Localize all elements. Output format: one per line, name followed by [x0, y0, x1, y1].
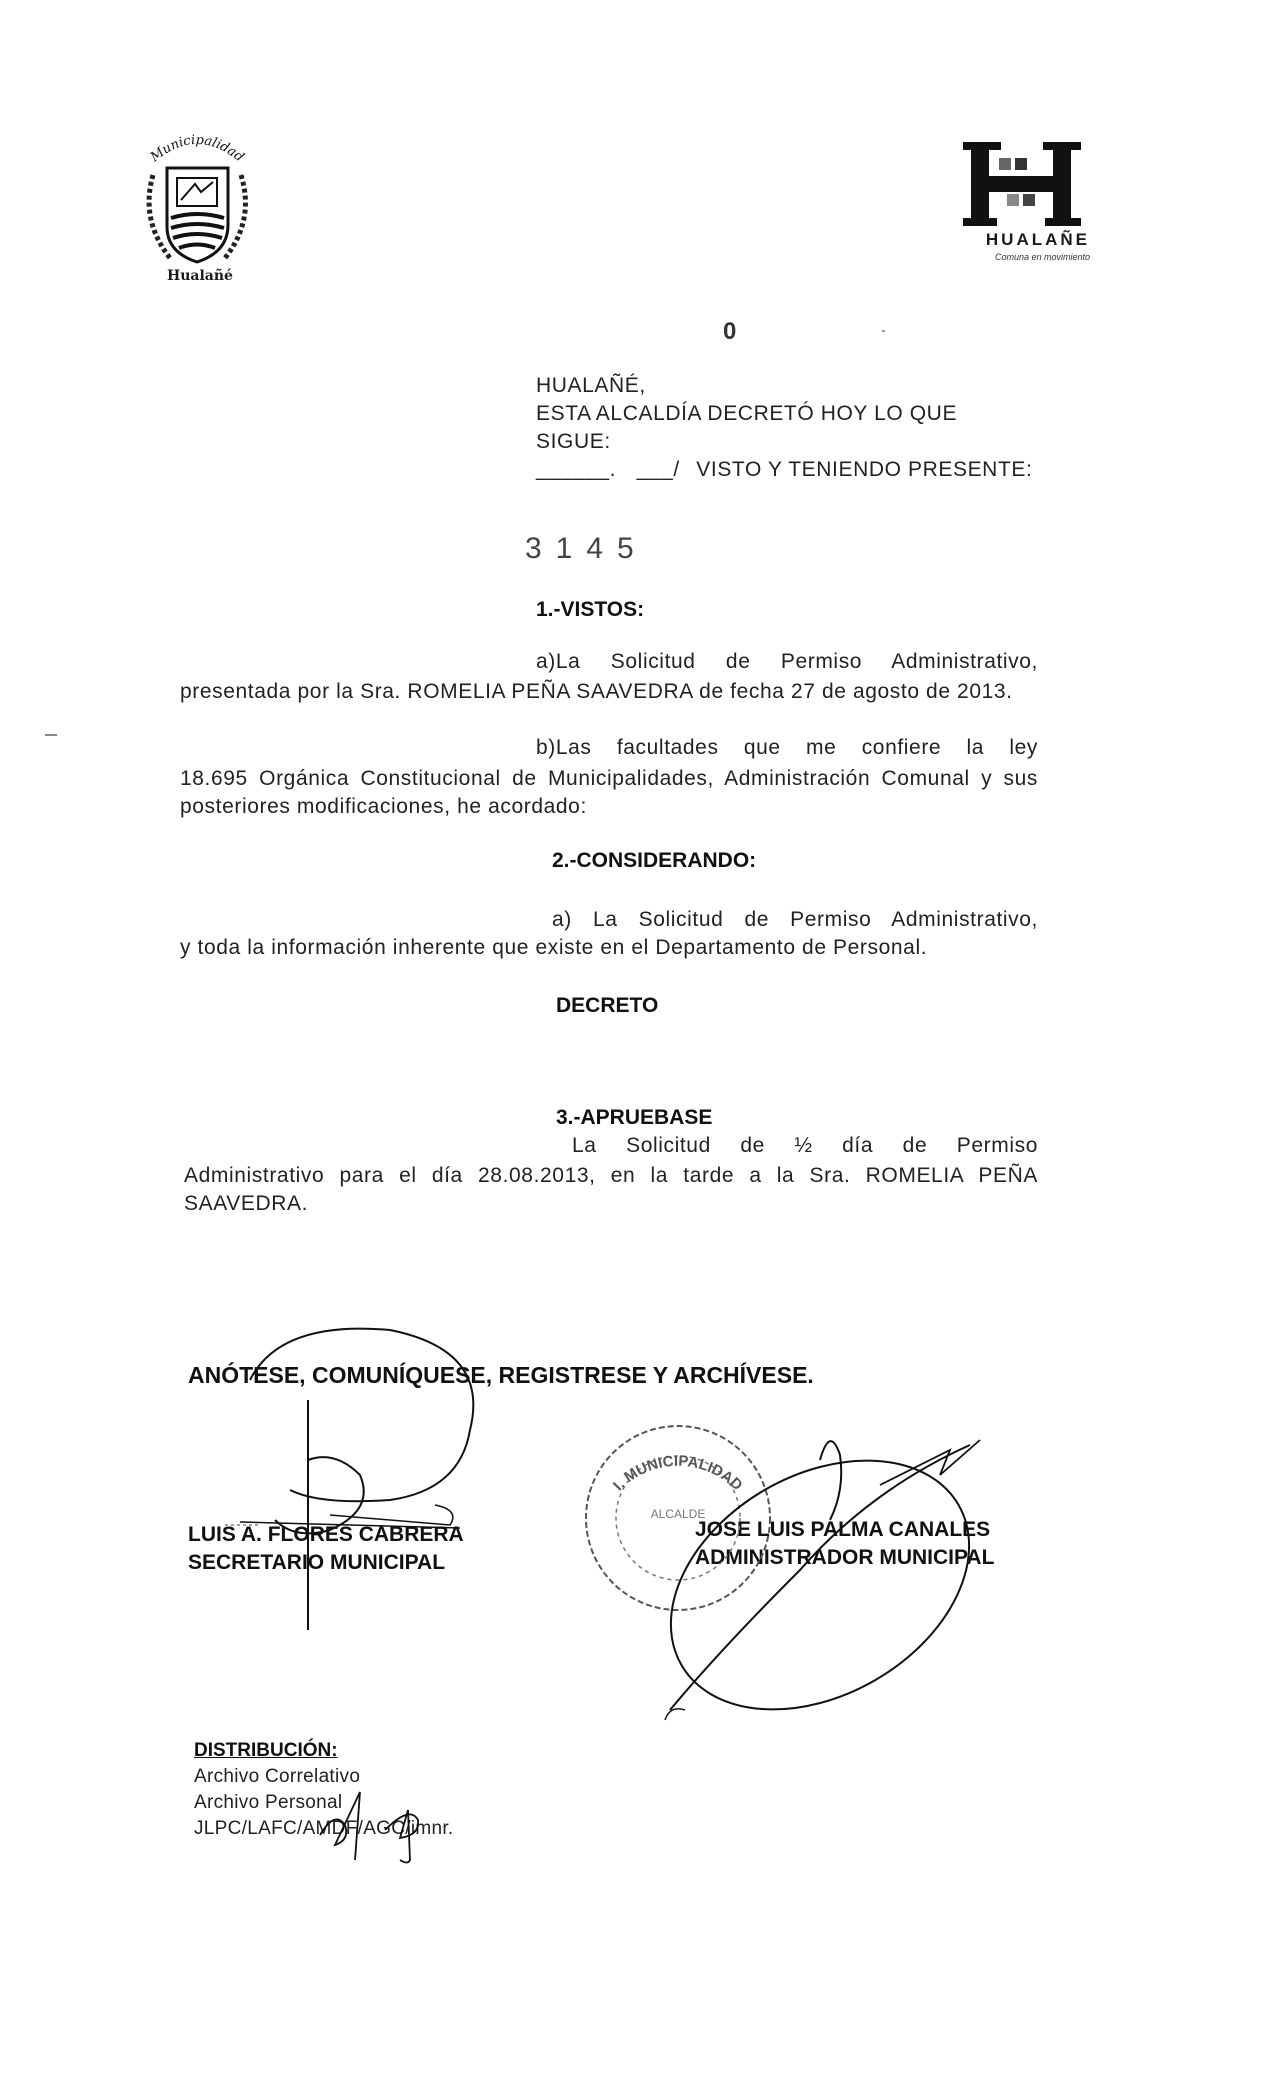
- vistos-b-lead: b)Las facultades que me confiere la ley: [536, 736, 1038, 759]
- stamp-ring-text: I. MUNICIPALIDAD: [610, 1452, 746, 1495]
- apruebase-heading: 3.-APRUEBASE: [556, 1106, 713, 1129]
- vistos-b-rest: 18.695 Orgánica Constitucional de Municipalidades, Administración Comunal y sus posteriores modificaciones, he acordado:: [180, 767, 1038, 818]
- blank-field-2: ___/: [636, 458, 680, 481]
- hualane-brand-logo: [955, 138, 1090, 268]
- scan-dash: [45, 734, 57, 736]
- left-signatory-name: LUIS A. FLORES CABRERA: [188, 1523, 464, 1546]
- intro-line-2: SIGUE:: [536, 430, 611, 453]
- svg-text:Municipalidad: [147, 133, 246, 166]
- right-handwritten-signature: [640, 1420, 1010, 1740]
- left-handwritten-signature: [160, 1300, 500, 1640]
- apruebase-rest: Administrativo para el día 28.08.2013, en la tarde a la Sra. ROMELIA PEÑA SAAVEDRA.: [184, 1164, 1038, 1215]
- intro-line-1: ESTA ALCALDÍA DECRETÓ HOY LO QUE: [536, 402, 958, 425]
- right-signatory-name: JOSE LUIS PALMA CANALES: [695, 1518, 991, 1541]
- svg-text:I. MUNICIPALIDAD: [610, 1453, 746, 1495]
- considerando-a-rest: y toda la información inherente que existe en el Departamento de Personal.: [180, 936, 928, 959]
- visto-line: [536, 458, 1032, 482]
- apruebase-lead: La Solicitud de ½ día de Permiso: [572, 1134, 1038, 1157]
- brand-name: HUALAÑE: [985, 230, 1090, 249]
- hh-monogram-icon: [955, 138, 1090, 233]
- faint-stamp-mark: 0: [723, 318, 737, 345]
- distribution-heading: DISTRIBUCIÓN:: [194, 1740, 338, 1761]
- considerando-heading: 2.-CONSIDERANDO:: [552, 849, 757, 872]
- scan-dot: [882, 330, 885, 332]
- brand-tagline: Comuna en movimiento: [994, 252, 1090, 262]
- municipal-crest-logo: [135, 130, 260, 290]
- blank-field-1: ______.: [536, 458, 617, 481]
- distribution-item-1: Archivo Correlativo: [194, 1766, 361, 1787]
- considerando-a-lead: a) La Solicitud de Permiso Administrativo,: [552, 908, 1038, 931]
- city-line: HUALAÑÉ,: [536, 374, 646, 397]
- distribution-item-2: Archivo Personal: [194, 1792, 343, 1813]
- left-signatory-title: SECRETARIO MUNICIPAL: [188, 1551, 446, 1574]
- decree-number: 3145: [525, 532, 648, 565]
- visto-heading: VISTO Y TENIENDO PRESENTE:: [696, 458, 1033, 481]
- vistos-heading: 1.-VISTOS:: [536, 598, 645, 621]
- decreto-heading: DECRETO: [556, 994, 659, 1017]
- stamp-inner-text: ALCALDE: [650, 1507, 706, 1521]
- vistos-a-lead: a)La Solicitud de Permiso Administrativo,: [536, 650, 1038, 673]
- vistos-a-rest: presentada por la Sra. ROMELIA PEÑA SAAVEDRA de fecha 27 de agosto de 2013.: [180, 680, 1013, 703]
- distribution-item-3: JLPC/LAFC/AMDF/AGC/imnr.: [194, 1818, 454, 1839]
- crest-bottom-text: Hualañé: [167, 268, 233, 284]
- right-signatory-title: ADMINISTRADOR MUNICIPAL: [695, 1546, 995, 1569]
- closing-formula: ANÓTESE, COMUNÍQUESE, REGISTRESE Y ARCHÍVESE.: [188, 1362, 814, 1388]
- crest-top-text: Municipalidad: [147, 132, 247, 166]
